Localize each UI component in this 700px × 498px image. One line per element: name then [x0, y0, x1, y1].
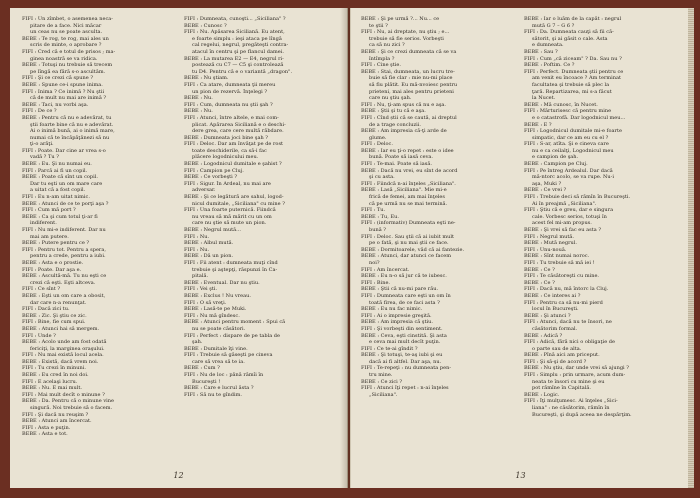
dialogue-line: BEBE : Ştii şi tu că e aşa. [361, 108, 426, 115]
dialogue-line: că pe urmă nu se mai termină. [369, 200, 448, 207]
dialogue-line: FIFI : Sigur. În Ardeal, nu mai are [184, 180, 271, 187]
dialogue-line: FIFI : Pentru tot. Pentru a spera, [22, 246, 106, 253]
dialogue-line: FIFI : Dumneata, cunoşti... „Siciliana" ? [184, 16, 286, 22]
dialogue-line: FIFI : Dacă zici tu. [22, 306, 70, 313]
dialogue-line: crezi că eşti. Eşti altceva. [30, 279, 96, 286]
dialogue-line: BEBE : Atunci am încercat. [22, 418, 92, 425]
dialogue-line: BEBE : Şi pe urmă ?... Nu... ce [361, 16, 440, 22]
dialogue-line: FIFI : Cum mă port ? [22, 207, 76, 214]
dialogue-line: BEBE : Ca şi cum totul ţi-ar fi [22, 213, 98, 220]
dialogue-line: FIFI : Nu. [184, 233, 210, 240]
dialogue-line: FIFI : Simplu : prin urmare, acum dum- [524, 372, 626, 379]
dialogue-line: BEBE : Cum ? [184, 365, 220, 372]
right-page-column-2 [524, 16, 680, 460]
dialogue-line: a uitat că a fost copil. [30, 187, 86, 194]
dialogue-line: BEBE : Poate că sînt un copil. [22, 174, 99, 181]
dialogue-line: care nu ştie să mute un pion. [192, 220, 267, 227]
dialogue-line: pitală. [192, 273, 209, 280]
dialogue-line: FIFI : Unde ? [22, 332, 56, 339]
dialogue-line: cale. Vorbesc serios, totuşi în [532, 213, 607, 220]
dialogue-line: FIFI : Pe întreg Ardealul. Dar dacă [524, 167, 613, 174]
dialogue-line: BEBE : Sau ? [524, 48, 558, 55]
dialogue-line: fericiţi, la marginea oraşului. [30, 345, 105, 352]
dialogue-line: FIFI : Fiindcă n-ai înţeles „Siciliana". [361, 180, 456, 187]
dialogue-line: FIFI : Am încercat. [361, 266, 410, 273]
dialogue-line: BEBE : Totuşi nu trebuie să trecem [22, 62, 113, 69]
dialogue-line: FIFI : Atunci îţi repet : n-ai înţeles [361, 385, 449, 392]
dialogue-line: BEBE : Ce interes ai ? [524, 292, 581, 299]
dialogue-line: e ceva mai mult decît puţin. [369, 339, 441, 346]
dialogue-line: FIFI : Cum „că ziceam" ? Da. Sau nu ? [524, 55, 622, 62]
dialogue-line: FIFI : (informativ) Dumneata eşti ne- [361, 220, 456, 227]
dialogue-line: FIFI : Logodnicul dumitale mi-e foarte [524, 128, 622, 135]
dialogue-line: FIFI : Dumneata care eşti un om în [361, 292, 451, 299]
dialogue-line: trebuie să fie serios. Vorbeşti [369, 35, 444, 42]
dialogue-line: BEBE : Ce vorbeşti ? [184, 174, 238, 181]
dialogue-line: bună ? [369, 227, 387, 233]
dialogue-line: Bucureşti ! [192, 378, 221, 385]
dialogue-line: singură. Noi trebuie să o facem. [30, 405, 113, 412]
dialogue-line: FIFI : Deloc. Dar am învăţat pe de rost [184, 141, 284, 148]
dialogue-line: BEBE : Există, dacă vrem noi. [22, 358, 99, 365]
dialogue-line: FIFI : Atunci, dacă nu te însori, ne [524, 319, 612, 326]
dialogue-line: locul în Bucureşti. [532, 306, 579, 313]
dialogue-line: FIFI : Şi vorbeşti din sentiment. [361, 325, 443, 332]
dialogue-line: FIFI : Perfect : dispare de pe tabla de [184, 332, 281, 339]
dialogue-line: FIFI : Atunci, între altele, e mai com- [184, 114, 279, 121]
dialogue-line: BEBE : Logic. [524, 391, 560, 398]
dialogue-line: BEBE : Şi totuşi, te-aş iubi şi eu [361, 352, 443, 359]
dialogue-line: nu se poate căsători. [192, 325, 246, 332]
dialogue-line: care nu ştiu şah. [369, 95, 412, 102]
dialogue-line: FIFI : Unu-nouă. [524, 246, 567, 253]
dialogue-line: FIFI : Nu. [184, 246, 210, 253]
right-page [350, 8, 690, 488]
dialogue-line: BEBE : Da. Pentru că o minune vine [22, 398, 115, 405]
dialogue-line: BEBE : Albul mută. [184, 240, 234, 247]
dialogue-line: o parte sau de alta. [532, 345, 582, 352]
dialogue-line: FIFI : E acelaşi lucru. [22, 378, 78, 385]
dialogue-line: tu D4. Pentru că e o variantă „dragon". [192, 68, 293, 75]
dialogue-line: FIFI : Parcă ai fi un copil. [22, 167, 88, 174]
dialogue-line: FIFI : Un zîmbet, o asemenea neca- [22, 16, 113, 22]
dialogue-line: FIFI : Deloc. [361, 141, 393, 148]
dialogue-line: un ceas nu se poate asculta. [30, 29, 103, 36]
dialogue-line: FIFI : Mărturisesc că pentru mine [524, 108, 612, 115]
dialogue-line: FIFI : Te-repeţi : nu dumneata pen- [361, 365, 452, 372]
dialogue-line: BEBE : Cunosc ? [184, 22, 227, 29]
dialogue-line: buie să fie clar : mie nu-mi place [369, 75, 453, 82]
dialogue-line: toată firea, de ce faci asta ? [369, 299, 440, 306]
dialogue-line: e foarte simplu : ieşi ataca pe lîngă [192, 35, 282, 42]
dialogue-line: glume. [369, 134, 387, 141]
dialogue-line: FIFI : Şi să-şi de acord ? [524, 358, 587, 365]
dialogue-line: bună. Poate să iasă ceva. [369, 154, 434, 161]
dialogue-line: scris de minte, o aprobare ? [30, 42, 102, 49]
dialogue-line: BEBE : Atunci, dar atunci ce facem [361, 253, 452, 260]
dialogue-line: BEBE : Ce zici ? [361, 378, 403, 385]
dialogue-line: la Nucet. [532, 95, 556, 102]
dialogue-line: pentru a crede, pentru a iubi. [30, 253, 106, 260]
left-page-column-1 [22, 16, 177, 460]
dialogue-line: BEBE : Exclus ! Nu vreau. [184, 292, 252, 299]
dialogue-line: atacul în centru şi pe flancul damei. [192, 48, 284, 55]
dialogue-line: FIFI : Cum, dumneata nu ştii şah ? [184, 101, 273, 108]
dialogue-line: acest fel mi-am propus. [532, 220, 592, 227]
dialogue-line: BEBE : Iar o luăm de la capăt : negrul [524, 16, 622, 22]
dialogue-line: FIFI : Adică, fără nici o obligaţie de [524, 339, 615, 346]
dialogue-line: FIFI : Ce sînt ? [22, 286, 61, 293]
dialogue-line: care să vrea să te ia. [192, 358, 245, 365]
dialogue-line: BEBE : Pînă aici am priceput. [524, 352, 600, 359]
dialogue-line: BEBE : Lasă-te pe Muki. [184, 306, 247, 313]
dialogue-line: FIFI : Nu, ţi-am spus că nu e aşa. [361, 101, 447, 108]
dialogue-line: FIFI : Ai o impresie greşită. [361, 312, 432, 319]
dialogue-line: FIFI : Nu. Apăsarea Siciliană. Eu atent, [184, 29, 285, 36]
dialogue-line: ca să nu zici ? [369, 42, 405, 49]
dialogue-line: FIFI : Perfect. Dumneata ştii pentru ce [524, 68, 624, 75]
dialogue-line: noi? [369, 259, 380, 266]
dialogue-line: BEBE : Mă cunosc, în Nucet. [524, 101, 598, 108]
dialogue-line: BEBE : E ? [524, 121, 552, 128]
dialogue-line: BEBE : Dormitoarele, văd că ai fantezie. [361, 246, 465, 253]
dialogue-line: BEBE : Eu cred în noi doi. [22, 372, 89, 379]
dialogue-line: BEBE : Eventual. Dar nu ştiu. [184, 279, 260, 286]
dialogue-line: FIFI : Te-mai. Poate să iasă. [361, 161, 432, 168]
dialogue-line: şi cu asta. [369, 174, 395, 181]
dialogue-line: BEBE : Dă un pion. [184, 253, 234, 260]
right-page-column-1 [361, 16, 517, 460]
dialogue-line: FIFI : Te căsătoreşti cu mine. [524, 273, 600, 280]
dialogue-line: FIFI : Cine ştie. [361, 62, 402, 69]
dialogue-line: ginea noastră se va ridica. [30, 55, 98, 62]
dialogue-line: BEBE : Am impresia că-ţi arde de [361, 128, 447, 135]
dialogue-line: FIFI : Nu de loc : până rămîi în [184, 372, 264, 379]
dialogue-line: trebuie şi aştepţi, răspunzi în Ca- [192, 266, 278, 273]
dialogue-line: dacă ai fi altfel. Dar aşa, nu. [369, 358, 442, 365]
dialogue-line: BEBE : Atunci de ce te porţi aşa ? [22, 200, 109, 207]
left-page-column-2 [184, 16, 339, 460]
dialogue-line: FIFI : Nu mai există locul acela. [22, 352, 104, 359]
dialogue-line: pe o fată, şi nu mai ştii ce face. [369, 240, 449, 247]
dialogue-line: BEBE : Mută negrul. [524, 240, 577, 247]
dialogue-line: BEBE : Campion pe Cluj. [524, 161, 588, 168]
dialogue-line: FIFI : Ca atare, dumneata ţii mereu [184, 81, 276, 88]
dialogue-line: BEBE : La mutarea E2 — E4, negrul ri- [184, 55, 284, 62]
dialogue-line: nicul dumitale, „Siciliana" cu mine ? [192, 200, 285, 207]
dialogue-line: FIFI : Îţi mulţumesc. Ai înţeles „Sici- [524, 398, 618, 405]
dialogue-line: e o catastrofă. Dar logodnicul meu... [532, 114, 626, 121]
dialogue-line: BEBE : Negrul mută... [184, 227, 241, 233]
dialogue-line: simpatic, dar ce am eu cu el ? [532, 134, 609, 141]
dialogue-line: toate deschiderile, ca să-i fac [192, 147, 267, 154]
dialogue-line: FIFI : Ştiu că e greu, dar e singura [524, 207, 614, 214]
dialogue-line: plicat. Apărarea Siciliană e o deschi- [192, 121, 286, 128]
dialogue-line: BEBE : Acolo unde am fost odată [22, 339, 107, 346]
dialogue-line: FIFI : Poate. Dar aşa e. [22, 266, 82, 273]
dialogue-line: BEBE : Ascultă-mă. Tu nu eşti ce [22, 273, 107, 280]
dialogue-line: FIFI : Cînd știi că se caută, ai dreptul [361, 114, 457, 121]
dialogue-line: BEBE : Şi vrei să fac eu asta ? [524, 227, 602, 233]
dialogue-line: numai că te încăpăţânezi să nu [30, 134, 110, 141]
dialogue-line: FIFI : De ce ? [22, 108, 57, 115]
dialogue-line: BEBE : Asta e tot. [22, 431, 68, 438]
dialogue-line: BEBE : Iar eu ţi-o repet : este o idee [361, 147, 454, 154]
dialogue-line: sătorit, şi ai găsit o cale. Asta [532, 35, 608, 42]
dialogue-line: FIFI : Mai mult decît o minune ? [22, 391, 105, 398]
dialogue-line: mai am putere. [30, 233, 69, 240]
dialogue-line: vadă ? Tu ? [30, 154, 59, 161]
dialogue-line: şah. [192, 339, 203, 346]
dialogue-line: FIFI : Vei şti. [184, 286, 218, 293]
dialogue-line: ţară. Repartizarea, mi s-a făcut [532, 88, 612, 95]
dialogue-line: FIFI : Campion pe Cluj. [184, 167, 244, 174]
dialogue-line: tru mine. [369, 372, 393, 379]
page-edges [688, 8, 694, 488]
dialogue-line: FIFI : Inima ? Ce inimă ? Nu ştii [22, 88, 105, 95]
dialogue-line: să fiu plătit. Eu mă-nvoiesc pentru [369, 81, 458, 88]
dialogue-line: dar care n-a renunţat. [30, 299, 87, 306]
dialogue-line: BEBE : Ce vrei ? [524, 187, 567, 194]
dialogue-line: facultatea şi trebuie să plec la [532, 81, 610, 88]
dialogue-line: BEBE : Ce ? [524, 266, 555, 273]
dialogue-line: pot rămîne în Capitală. [532, 385, 591, 392]
dialogue-line: pitare de a face. Nici măcar [30, 22, 102, 29]
dialogue-line: FIFI : Deloc. Sau ştii că ai iubit mult [361, 233, 454, 240]
dialogue-line: FIFI : Poate. Dar cine ar vrea s-o [22, 147, 106, 154]
dialogue-line: adversar. [192, 187, 216, 194]
dialogue-line: BEBE : Nu. [184, 95, 213, 102]
dialogue-line: BEBE : Atunci hai să mergem. [22, 325, 100, 332]
dialogue-line: BEBE : Ce ? [524, 279, 555, 286]
dialogue-line: aşa, Muki ? [532, 180, 562, 187]
dialogue-line: BEBE : Care e lucrul ăsta ? [184, 385, 254, 392]
dialogue-line: „Siciliana". [369, 391, 398, 398]
dialogue-line: BEBE : Pentru că nu e adevărat, tu [22, 114, 112, 121]
dialogue-line: de a trage concluzii. [369, 121, 421, 128]
dialogue-line: FIFI : Tu. [361, 207, 386, 214]
dialogue-line: FIFI : Bine. [361, 279, 391, 286]
dialogue-line: BEBE : Lasă „Siciliana". Mie mi-e [361, 187, 447, 194]
dialogue-line: că de mult nu mai are inimă ? [30, 95, 107, 102]
dialogue-line: BEBE : Poftim. Ce ? [524, 62, 575, 69]
dialogue-line: FIFI : Bine, fie cum spui. [22, 319, 86, 326]
dialogue-line: BEBE : Nu ştiam. [184, 75, 229, 82]
dialogue-line: FIFI : S-ar, atîta. Şi e cineva care [524, 141, 609, 148]
dialogue-line: FIFI : Ce te-ai gîndit ? [361, 345, 418, 352]
dialogue-line: indiferent. [30, 220, 57, 227]
dialogue-line: BEBE : Logodnicul dumitale e şahist ? [184, 161, 282, 168]
dialogue-line: liana" : ne căsătorim, rămîn în [532, 405, 610, 412]
dialogue-line: FIFI : O să vreţi. [184, 299, 227, 306]
dialogue-line: mă-ntorc acolo, se va rupe. Nu-i [532, 174, 614, 181]
dialogue-line: nu vreau să mă mărit cu un om [192, 213, 272, 220]
page-number-right: 13 [515, 471, 526, 480]
dialogue-line: BEBE : Dacă nu vrei, eu sînt de acord [361, 167, 458, 174]
dialogue-line: BEBE : Spune ce-i spune inima. [22, 81, 103, 88]
dialogue-line: FIFI : Da. Dumneata cauţi să fii că- [524, 29, 614, 36]
dialogue-line: BEBE : Eu n-o să jur că te iubesc. [361, 273, 447, 280]
dialogue-line: FIFI : Şi ce crezi că spune ? [22, 75, 94, 82]
dialogue-line: FIFI : Nu mă gîndesc. [184, 312, 240, 319]
dialogue-line: FIFI : Şi dacă nu reuşim ? [22, 411, 89, 418]
left-page [10, 8, 348, 488]
dialogue-line: BEBE : Dumitale îţi vine. [184, 345, 248, 352]
dialogue-line: ţi-o arăţi. [30, 141, 54, 148]
dialogue-line: BEBE : Am impresia că ştiu. [361, 319, 433, 326]
dialogue-line: BEBE : Adică ? [524, 332, 563, 339]
dialogue-line: prieteni, mai ales pentru prieteni [369, 88, 454, 95]
dialogue-line: BEBE : Nu. E mai mult. [22, 385, 83, 392]
dialogue-line: neata te însori cu mine şi eu [532, 378, 605, 385]
dialogue-line: BEBE : Putere pentru ce ? [22, 240, 90, 247]
dialogue-line: cal regelui, negrul, pregăteşti contra- [192, 42, 289, 49]
dialogue-line: postează cu C7 — C5 şi controlează [192, 62, 284, 69]
dialogue-line: FIFI : Dacă nu, mă întorc la Cluj. [524, 286, 609, 293]
dialogue-line: căsătorim formal. [532, 325, 578, 332]
dialogue-line: FIFI : Pentru ca să nu-mi pierd [524, 299, 603, 306]
dialogue-line: BEBE : Stai, dumneata, un lucru tre- [361, 68, 455, 75]
dialogue-line: întîmpla ? [369, 55, 395, 62]
dialogue-line: FIFI : Una foarte puternică. Fiindcă [184, 207, 276, 214]
dialogue-line: BEBE : Zic. Şi ştiu ce zic. [22, 312, 87, 319]
dialogue-line: frică de femei, am mai înţeles [369, 194, 445, 201]
dialogue-line: BEBE : Asta e o prostie. [22, 259, 84, 266]
dialogue-line: dere grea, care cere multă răbdare. [192, 128, 284, 135]
dialogue-line: BEBE : Şi ce legătură are sahul, logod- [184, 194, 284, 201]
dialogue-line: BEBE : Sînt numai noroc. [524, 253, 590, 260]
dialogue-line: FIFI : Să nu te gîndim. [184, 391, 242, 398]
dialogue-line: BEBE : Şi atunci ? [524, 312, 571, 319]
dialogue-line: te ştii ? [369, 22, 388, 29]
dialogue-line: BEBE : Taci, nu vorbi aşa. [22, 101, 89, 108]
dialogue-line: FIFI : Tu trebuie să mă iei ! [524, 259, 595, 266]
dialogue-line: BEBE : Ceva, eşti cinstită. Şi asta [361, 332, 447, 339]
dialogue-line: un pion de rezervă. Înţelegi ? [192, 88, 268, 95]
dialogue-line: FIFI : Asta e puţin. [22, 424, 71, 431]
dialogue-line: FIFI : Trebuie să găseşti pe cineva [184, 352, 273, 359]
page-number-left: 12 [173, 471, 184, 480]
dialogue-line: FIFI : Nu, ai dreptate, nu ştiu ; e... [361, 29, 450, 36]
dialogue-line: am venit eu încoace ? Am terminat [532, 75, 622, 82]
dialogue-line: FIFI : Fii atent : dumneata muţi cînd [184, 259, 278, 266]
dialogue-line: BEBE : Te rog, te rog, mai ales un [22, 35, 109, 42]
dialogue-line: BEBE : Eu nu fac nimic. [361, 306, 423, 313]
dialogue-line: FIFI : Cred că e totul de prisos ; ma- [22, 48, 116, 55]
dialogue-line: BEBE : Eşti un om care a obosit, [22, 292, 106, 299]
dialogue-line: nu e ca ceilalţi, Logodnicul meu [532, 147, 614, 154]
dialogue-line: BEBE : Tu, Eu. [361, 213, 399, 220]
dialogue-line: Ai o inimă bună, ai o inimă mare, [30, 128, 115, 135]
dialogue-line: BEBE : Ştii că nu-mi pare rău. [361, 286, 439, 293]
dialogue-line: FIFI : Eu n-am uitat nimic. [22, 194, 90, 201]
dialogue-line: Bucureşti, şi după aceea ne despărţim. [532, 411, 632, 418]
dialogue-line: plăcere logodnicului meu. [192, 154, 259, 161]
dialogue-line: BEBE : Şi ce crezi dumneata că se va [361, 48, 457, 55]
dialogue-line: pe lîngă ea fără s-o ascultăm. [30, 68, 106, 75]
dialogue-line: BEBE : Nu. [184, 108, 213, 115]
dialogue-line: e dumneata. [532, 42, 564, 49]
dialogue-line: FIFI : Tu crezi în minuni. [22, 365, 86, 372]
dialogue-line: FIFI : Trebuie deci să rămîn în Bucureşti. [524, 194, 631, 201]
dialogue-line: mută G 7 – G 6 ? [532, 22, 575, 29]
dialogue-line: FIFI : Nu mi-e indiferent. Dar nu [22, 227, 106, 233]
dialogue-line: BEBE : Dumneata joci bine şah ? [184, 134, 268, 141]
dialogue-line: Dar tu eşti un om mare care [30, 180, 103, 187]
dialogue-line: BEBE : Atunci pentru moment : Spui că [184, 319, 286, 326]
dialogue-line: e campion de şah. [532, 154, 579, 161]
dialogue-line: BEBE : Eu. Şi nu numai eu. [22, 161, 92, 168]
dialogue-line: Ai în preajmă „Siciliana". [532, 200, 597, 207]
dialogue-line: FIFI : Negrul mută. [524, 233, 575, 240]
dialogue-line: ştii foarte bine că nu e adevărat. [30, 121, 114, 128]
open-book [6, 4, 694, 492]
dialogue-line: BEBE : Nu ştiu, dar unde vrei să ajungi ? [524, 365, 629, 372]
